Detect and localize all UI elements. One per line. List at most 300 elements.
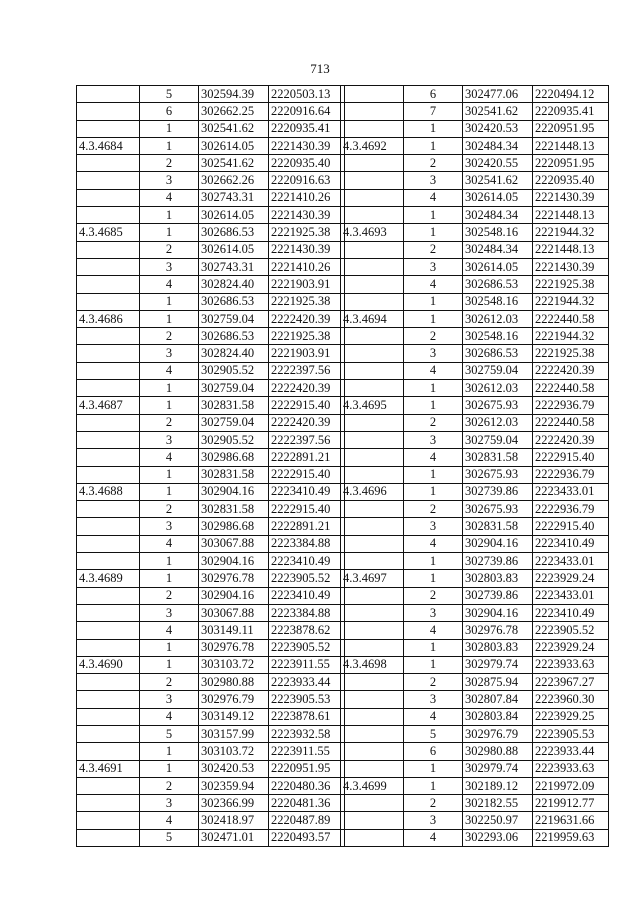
point-number-cell: 1 bbox=[404, 570, 463, 587]
point-number-cell: 1 bbox=[140, 760, 199, 777]
table-row bbox=[77, 535, 345, 552]
parcel-id-cell bbox=[77, 431, 140, 448]
table-row bbox=[77, 207, 345, 224]
parcel-id-cell: 4.3.4695 bbox=[341, 397, 404, 414]
table-row bbox=[341, 518, 609, 535]
table-row bbox=[341, 310, 609, 327]
table-row bbox=[341, 656, 609, 673]
y-coordinate-cell: 2223878.62 bbox=[269, 622, 345, 639]
parcel-id-cell bbox=[77, 258, 140, 275]
x-coordinate-cell: 302250.97 bbox=[463, 812, 533, 829]
x-coordinate-cell: 302594.39 bbox=[199, 86, 269, 103]
parcel-id-cell bbox=[341, 587, 404, 604]
y-coordinate-cell: 2220480.36 bbox=[269, 777, 345, 794]
y-coordinate-cell: 2223911.55 bbox=[269, 656, 345, 673]
x-coordinate-cell: 303103.72 bbox=[199, 743, 269, 760]
x-coordinate-cell: 303067.88 bbox=[199, 604, 269, 621]
x-coordinate-cell: 302548.16 bbox=[463, 293, 533, 310]
point-number-cell: 1 bbox=[404, 224, 463, 241]
y-coordinate-cell: 2220494.12 bbox=[533, 86, 609, 103]
parcel-id-cell: 4.3.4693 bbox=[341, 224, 404, 241]
y-coordinate-cell: 2220493.57 bbox=[269, 829, 345, 846]
y-coordinate-cell: 2219972.09 bbox=[533, 777, 609, 794]
y-coordinate-cell: 2223929.24 bbox=[533, 639, 609, 656]
point-number-cell: 1 bbox=[140, 207, 199, 224]
table-row bbox=[77, 120, 345, 137]
table-row bbox=[77, 570, 345, 587]
x-coordinate-cell: 302976.78 bbox=[199, 570, 269, 587]
point-number-cell: 2 bbox=[404, 674, 463, 691]
y-coordinate-cell: 2223433.01 bbox=[533, 587, 609, 604]
table-row bbox=[77, 293, 345, 310]
parcel-id-cell bbox=[77, 103, 140, 120]
parcel-id-cell bbox=[341, 501, 404, 518]
parcel-id-cell bbox=[341, 604, 404, 621]
y-coordinate-cell: 2223433.01 bbox=[533, 483, 609, 500]
table-row bbox=[77, 656, 345, 673]
point-number-cell: 4 bbox=[404, 829, 463, 846]
parcel-id-cell: 4.3.4694 bbox=[341, 310, 404, 327]
table-row bbox=[77, 622, 345, 639]
parcel-id-cell: 4.3.4690 bbox=[77, 656, 140, 673]
table-row bbox=[341, 535, 609, 552]
point-number-cell: 3 bbox=[404, 518, 463, 535]
table-row bbox=[341, 553, 609, 570]
x-coordinate-cell: 302471.01 bbox=[199, 829, 269, 846]
x-coordinate-cell: 302686.53 bbox=[199, 328, 269, 345]
x-coordinate-cell: 303149.12 bbox=[199, 708, 269, 725]
point-number-cell: 2 bbox=[140, 414, 199, 431]
parcel-id-cell bbox=[341, 449, 404, 466]
y-coordinate-cell: 2222936.79 bbox=[533, 466, 609, 483]
point-number-cell: 1 bbox=[140, 553, 199, 570]
x-coordinate-cell: 303157.99 bbox=[199, 725, 269, 742]
y-coordinate-cell: 2221925.38 bbox=[269, 293, 345, 310]
y-coordinate-cell: 2221903.91 bbox=[269, 345, 345, 362]
table-row bbox=[77, 587, 345, 604]
point-number-cell: 6 bbox=[404, 743, 463, 760]
point-number-cell: 1 bbox=[404, 777, 463, 794]
table-row bbox=[77, 397, 345, 414]
point-number-cell: 4 bbox=[140, 535, 199, 552]
table-row bbox=[341, 120, 609, 137]
x-coordinate-cell: 302904.16 bbox=[199, 553, 269, 570]
x-coordinate-cell: 302541.62 bbox=[199, 155, 269, 172]
point-number-cell: 3 bbox=[404, 812, 463, 829]
point-number-cell: 3 bbox=[404, 345, 463, 362]
x-coordinate-cell: 302831.58 bbox=[463, 518, 533, 535]
y-coordinate-cell: 2223410.49 bbox=[533, 604, 609, 621]
parcel-id-cell bbox=[77, 604, 140, 621]
table-row bbox=[341, 674, 609, 691]
parcel-id-cell bbox=[341, 812, 404, 829]
table-row bbox=[77, 553, 345, 570]
point-number-cell: 1 bbox=[140, 380, 199, 397]
parcel-id-cell bbox=[341, 414, 404, 431]
x-coordinate-cell: 302904.16 bbox=[463, 535, 533, 552]
table-row bbox=[341, 795, 609, 812]
y-coordinate-cell: 2223960.30 bbox=[533, 691, 609, 708]
parcel-id-cell bbox=[341, 345, 404, 362]
parcel-id-cell bbox=[77, 293, 140, 310]
table-row bbox=[341, 224, 609, 241]
point-number-cell: 3 bbox=[140, 345, 199, 362]
parcel-id-cell bbox=[77, 345, 140, 362]
y-coordinate-cell: 2220951.95 bbox=[269, 760, 345, 777]
parcel-id-cell bbox=[341, 189, 404, 206]
table-row bbox=[341, 691, 609, 708]
table-row bbox=[77, 760, 345, 777]
table-row bbox=[341, 743, 609, 760]
y-coordinate-cell: 2223410.49 bbox=[269, 587, 345, 604]
y-coordinate-cell: 2222891.21 bbox=[269, 449, 345, 466]
table-row bbox=[77, 172, 345, 189]
x-coordinate-cell: 302803.84 bbox=[463, 708, 533, 725]
parcel-id-cell bbox=[77, 414, 140, 431]
y-coordinate-cell: 2223410.49 bbox=[269, 483, 345, 500]
x-coordinate-cell: 302614.05 bbox=[199, 207, 269, 224]
x-coordinate-cell: 302803.83 bbox=[463, 570, 533, 587]
parcel-id-cell bbox=[341, 172, 404, 189]
x-coordinate-cell: 302420.55 bbox=[463, 155, 533, 172]
parcel-id-cell bbox=[341, 553, 404, 570]
y-coordinate-cell: 2222915.40 bbox=[269, 466, 345, 483]
y-coordinate-cell: 2219631.66 bbox=[533, 812, 609, 829]
table-row bbox=[341, 155, 609, 172]
point-number-cell: 1 bbox=[140, 397, 199, 414]
x-coordinate-cell: 302743.31 bbox=[199, 258, 269, 275]
x-coordinate-cell: 302743.31 bbox=[199, 189, 269, 206]
y-coordinate-cell: 2223433.01 bbox=[533, 553, 609, 570]
point-number-cell: 2 bbox=[404, 241, 463, 258]
x-coordinate-cell: 302759.04 bbox=[463, 431, 533, 448]
table-row bbox=[341, 86, 609, 103]
table-row bbox=[341, 587, 609, 604]
y-coordinate-cell: 2222915.40 bbox=[533, 449, 609, 466]
point-number-cell: 1 bbox=[404, 137, 463, 154]
page-number: 713 bbox=[310, 61, 330, 76]
table-row bbox=[341, 760, 609, 777]
x-coordinate-cell: 302904.16 bbox=[199, 483, 269, 500]
point-number-cell: 2 bbox=[404, 414, 463, 431]
table-row bbox=[341, 501, 609, 518]
point-number-cell: 3 bbox=[404, 258, 463, 275]
table-row bbox=[341, 380, 609, 397]
y-coordinate-cell: 2222420.39 bbox=[269, 380, 345, 397]
table-row bbox=[341, 777, 609, 794]
x-coordinate-cell: 302189.12 bbox=[463, 777, 533, 794]
y-coordinate-cell: 2220916.63 bbox=[269, 172, 345, 189]
x-coordinate-cell: 302976.79 bbox=[199, 691, 269, 708]
point-number-cell: 4 bbox=[140, 708, 199, 725]
point-number-cell: 2 bbox=[404, 795, 463, 812]
point-number-cell: 2 bbox=[140, 501, 199, 518]
y-coordinate-cell: 2222915.40 bbox=[269, 501, 345, 518]
parcel-id-cell bbox=[77, 328, 140, 345]
point-number-cell: 3 bbox=[140, 258, 199, 275]
x-coordinate-cell: 302986.68 bbox=[199, 449, 269, 466]
parcel-id-cell bbox=[341, 760, 404, 777]
parcel-id-cell bbox=[341, 829, 404, 846]
parcel-id-cell bbox=[77, 155, 140, 172]
point-number-cell: 5 bbox=[140, 725, 199, 742]
parcel-id-cell bbox=[341, 725, 404, 742]
y-coordinate-cell: 2223929.25 bbox=[533, 708, 609, 725]
point-number-cell: 3 bbox=[404, 604, 463, 621]
table-row bbox=[77, 691, 345, 708]
parcel-id-cell bbox=[341, 466, 404, 483]
table-row bbox=[77, 414, 345, 431]
y-coordinate-cell: 2222420.39 bbox=[269, 414, 345, 431]
y-coordinate-cell: 2222420.39 bbox=[533, 362, 609, 379]
point-number-cell: 6 bbox=[404, 86, 463, 103]
x-coordinate-cell: 302182.55 bbox=[463, 795, 533, 812]
point-number-cell: 1 bbox=[140, 137, 199, 154]
table-row bbox=[341, 241, 609, 258]
table-row bbox=[77, 501, 345, 518]
y-coordinate-cell: 2221944.32 bbox=[533, 224, 609, 241]
y-coordinate-cell: 2223905.52 bbox=[269, 639, 345, 656]
table-row bbox=[341, 103, 609, 120]
point-number-cell: 4 bbox=[404, 189, 463, 206]
table-row bbox=[77, 604, 345, 621]
parcel-id-cell bbox=[77, 535, 140, 552]
parcel-id-cell bbox=[77, 501, 140, 518]
point-number-cell: 2 bbox=[404, 328, 463, 345]
x-coordinate-cell: 302759.04 bbox=[199, 310, 269, 327]
parcel-id-cell bbox=[77, 587, 140, 604]
table-row bbox=[341, 829, 609, 846]
y-coordinate-cell: 2221430.39 bbox=[269, 207, 345, 224]
point-number-cell: 1 bbox=[404, 483, 463, 500]
parcel-id-cell bbox=[77, 743, 140, 760]
table-row bbox=[77, 276, 345, 293]
table-row bbox=[341, 207, 609, 224]
x-coordinate-cell: 303103.72 bbox=[199, 656, 269, 673]
point-number-cell: 2 bbox=[140, 674, 199, 691]
parcel-id-cell: 4.3.4692 bbox=[341, 137, 404, 154]
table-row bbox=[341, 189, 609, 206]
table-row bbox=[341, 414, 609, 431]
x-coordinate-cell: 302548.16 bbox=[463, 328, 533, 345]
point-number-cell: 3 bbox=[140, 431, 199, 448]
point-number-cell: 3 bbox=[140, 518, 199, 535]
point-number-cell: 1 bbox=[404, 120, 463, 137]
parcel-id-cell bbox=[77, 172, 140, 189]
y-coordinate-cell: 2220916.64 bbox=[269, 103, 345, 120]
x-coordinate-cell: 302904.16 bbox=[463, 604, 533, 621]
parcel-id-cell bbox=[341, 518, 404, 535]
point-number-cell: 3 bbox=[140, 795, 199, 812]
x-coordinate-cell: 302986.68 bbox=[199, 518, 269, 535]
y-coordinate-cell: 2222891.21 bbox=[269, 518, 345, 535]
table-row bbox=[77, 362, 345, 379]
parcel-id-cell bbox=[77, 708, 140, 725]
parcel-id-cell bbox=[77, 553, 140, 570]
point-number-cell: 1 bbox=[140, 570, 199, 587]
x-coordinate-cell: 302980.88 bbox=[463, 743, 533, 760]
x-coordinate-cell: 302976.78 bbox=[463, 622, 533, 639]
table-row bbox=[341, 449, 609, 466]
table-row bbox=[341, 362, 609, 379]
point-number-cell: 4 bbox=[140, 362, 199, 379]
point-number-cell: 1 bbox=[404, 466, 463, 483]
table-row bbox=[77, 466, 345, 483]
x-coordinate-cell: 302541.62 bbox=[199, 120, 269, 137]
parcel-id-cell: 4.3.4696 bbox=[341, 483, 404, 500]
parcel-id-cell: 4.3.4698 bbox=[341, 656, 404, 673]
y-coordinate-cell: 2221448.13 bbox=[533, 207, 609, 224]
point-number-cell: 1 bbox=[140, 120, 199, 137]
y-coordinate-cell: 2221430.39 bbox=[269, 241, 345, 258]
x-coordinate-cell: 302614.05 bbox=[199, 241, 269, 258]
y-coordinate-cell: 2222936.79 bbox=[533, 501, 609, 518]
point-number-cell: 3 bbox=[140, 691, 199, 708]
point-number-cell: 3 bbox=[404, 172, 463, 189]
parcel-id-cell bbox=[341, 258, 404, 275]
x-coordinate-cell: 303067.88 bbox=[199, 535, 269, 552]
x-coordinate-cell: 302614.05 bbox=[463, 258, 533, 275]
point-number-cell: 3 bbox=[140, 604, 199, 621]
x-coordinate-cell: 302675.93 bbox=[463, 501, 533, 518]
y-coordinate-cell: 2222915.40 bbox=[533, 518, 609, 535]
x-coordinate-cell: 302484.34 bbox=[463, 137, 533, 154]
y-coordinate-cell: 2220935.40 bbox=[269, 155, 345, 172]
x-coordinate-cell: 302686.53 bbox=[463, 345, 533, 362]
table-row bbox=[77, 103, 345, 120]
y-coordinate-cell: 2223933.63 bbox=[533, 760, 609, 777]
x-coordinate-cell: 302541.62 bbox=[463, 172, 533, 189]
x-coordinate-cell: 302612.03 bbox=[463, 310, 533, 327]
point-number-cell: 3 bbox=[404, 691, 463, 708]
x-coordinate-cell: 302759.04 bbox=[199, 414, 269, 431]
y-coordinate-cell: 2222440.58 bbox=[533, 414, 609, 431]
parcel-id-cell bbox=[341, 362, 404, 379]
point-number-cell: 4 bbox=[404, 362, 463, 379]
x-coordinate-cell: 302831.58 bbox=[199, 466, 269, 483]
y-coordinate-cell: 2221410.26 bbox=[269, 189, 345, 206]
parcel-id-cell bbox=[341, 622, 404, 639]
point-number-cell: 3 bbox=[140, 172, 199, 189]
y-coordinate-cell: 2223384.88 bbox=[269, 535, 345, 552]
x-coordinate-cell: 302831.58 bbox=[199, 501, 269, 518]
x-coordinate-cell: 302831.58 bbox=[199, 397, 269, 414]
parcel-id-cell bbox=[77, 622, 140, 639]
point-number-cell: 1 bbox=[404, 293, 463, 310]
table-row bbox=[77, 812, 345, 829]
parcel-id-cell bbox=[341, 86, 404, 103]
table-row bbox=[77, 483, 345, 500]
x-coordinate-cell: 302612.03 bbox=[463, 414, 533, 431]
x-coordinate-cell: 302675.93 bbox=[463, 397, 533, 414]
y-coordinate-cell: 2221944.32 bbox=[533, 293, 609, 310]
y-coordinate-cell: 2220935.40 bbox=[533, 172, 609, 189]
x-coordinate-cell: 302905.52 bbox=[199, 362, 269, 379]
x-coordinate-cell: 302293.06 bbox=[463, 829, 533, 846]
point-number-cell: 4 bbox=[140, 276, 199, 293]
table-row bbox=[341, 328, 609, 345]
parcel-id-cell bbox=[341, 155, 404, 172]
x-coordinate-cell: 302875.94 bbox=[463, 674, 533, 691]
parcel-id-cell: 4.3.4687 bbox=[77, 397, 140, 414]
table-row bbox=[77, 224, 345, 241]
table-row bbox=[341, 258, 609, 275]
y-coordinate-cell: 2221430.39 bbox=[533, 189, 609, 206]
parcel-id-cell bbox=[77, 449, 140, 466]
coordinate-table-left bbox=[76, 85, 345, 847]
x-coordinate-cell: 302979.74 bbox=[463, 656, 533, 673]
y-coordinate-cell: 2221903.91 bbox=[269, 276, 345, 293]
point-number-cell: 4 bbox=[404, 708, 463, 725]
y-coordinate-cell: 2220487.89 bbox=[269, 812, 345, 829]
x-coordinate-cell: 302739.86 bbox=[463, 553, 533, 570]
y-coordinate-cell: 2223967.27 bbox=[533, 674, 609, 691]
y-coordinate-cell: 2220935.41 bbox=[533, 103, 609, 120]
parcel-id-cell bbox=[77, 276, 140, 293]
parcel-id-cell bbox=[77, 812, 140, 829]
table-row bbox=[341, 812, 609, 829]
table-row bbox=[341, 397, 609, 414]
point-number-cell: 1 bbox=[140, 466, 199, 483]
table-row bbox=[341, 622, 609, 639]
y-coordinate-cell: 2223878.61 bbox=[269, 708, 345, 725]
point-number-cell: 4 bbox=[140, 189, 199, 206]
table-row bbox=[341, 708, 609, 725]
parcel-id-cell: 4.3.4699 bbox=[341, 777, 404, 794]
parcel-id-cell bbox=[341, 120, 404, 137]
table-row bbox=[77, 328, 345, 345]
x-coordinate-cell: 302614.05 bbox=[463, 189, 533, 206]
parcel-id-cell bbox=[341, 276, 404, 293]
y-coordinate-cell: 2221944.32 bbox=[533, 328, 609, 345]
x-coordinate-cell: 302686.53 bbox=[463, 276, 533, 293]
y-coordinate-cell: 2220503.13 bbox=[269, 86, 345, 103]
parcel-id-cell: 4.3.4685 bbox=[77, 224, 140, 241]
point-number-cell: 2 bbox=[140, 328, 199, 345]
parcel-id-cell bbox=[341, 691, 404, 708]
point-number-cell: 1 bbox=[140, 483, 199, 500]
y-coordinate-cell: 2222420.39 bbox=[533, 431, 609, 448]
point-number-cell: 4 bbox=[404, 535, 463, 552]
x-coordinate-cell: 302662.26 bbox=[199, 172, 269, 189]
point-number-cell: 1 bbox=[140, 310, 199, 327]
y-coordinate-cell: 2221925.38 bbox=[533, 276, 609, 293]
parcel-id-cell bbox=[77, 795, 140, 812]
y-coordinate-cell: 2223410.49 bbox=[533, 535, 609, 552]
y-coordinate-cell: 2221448.13 bbox=[533, 241, 609, 258]
y-coordinate-cell: 2220951.95 bbox=[533, 155, 609, 172]
table-row bbox=[341, 483, 609, 500]
table-row bbox=[341, 604, 609, 621]
x-coordinate-cell: 302548.16 bbox=[463, 224, 533, 241]
point-number-cell: 2 bbox=[404, 501, 463, 518]
x-coordinate-cell: 302979.74 bbox=[463, 760, 533, 777]
x-coordinate-cell: 302905.52 bbox=[199, 431, 269, 448]
y-coordinate-cell: 2220481.36 bbox=[269, 795, 345, 812]
table-row bbox=[77, 639, 345, 656]
parcel-id-cell bbox=[341, 743, 404, 760]
x-coordinate-cell: 302418.97 bbox=[199, 812, 269, 829]
table-row bbox=[77, 795, 345, 812]
parcel-id-cell bbox=[77, 189, 140, 206]
table-row bbox=[341, 293, 609, 310]
point-number-cell: 2 bbox=[140, 587, 199, 604]
table-row bbox=[77, 449, 345, 466]
y-coordinate-cell: 2223933.63 bbox=[533, 656, 609, 673]
x-coordinate-cell: 302686.53 bbox=[199, 293, 269, 310]
parcel-id-cell bbox=[77, 207, 140, 224]
x-coordinate-cell: 302976.78 bbox=[199, 639, 269, 656]
